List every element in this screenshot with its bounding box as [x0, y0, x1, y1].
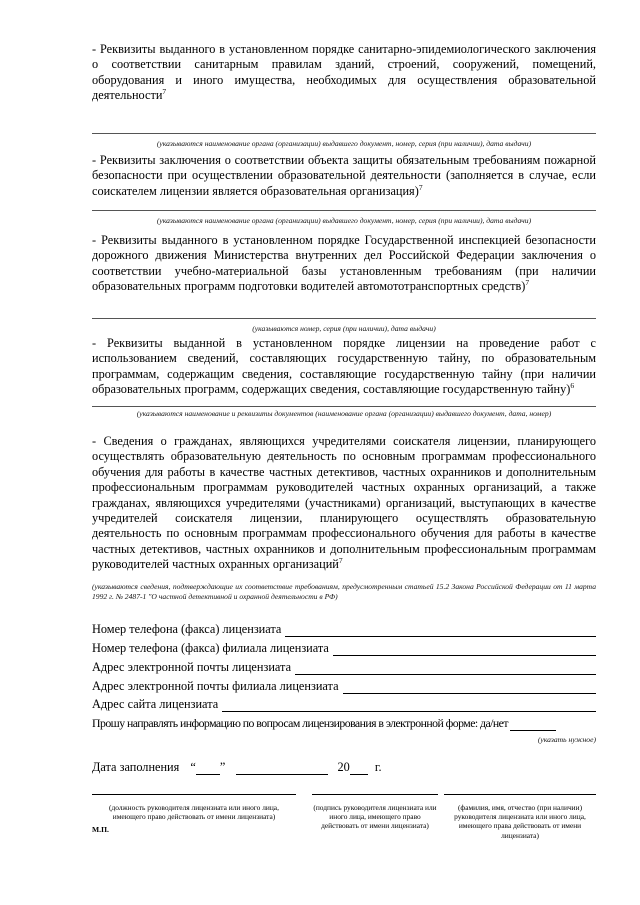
footnote-mark: 7 — [162, 87, 167, 97]
position-line[interactable] — [92, 794, 296, 795]
consent-input[interactable] — [510, 718, 556, 731]
section-founders — [92, 434, 596, 573]
fill-line[interactable] — [92, 406, 596, 407]
year-prefix: 20 — [337, 760, 350, 774]
field-label: Адрес сайта лицензиата — [92, 697, 219, 711]
email-input[interactable] — [295, 662, 596, 675]
phone-input[interactable] — [285, 624, 596, 637]
footnote-mark: 6 — [570, 381, 575, 391]
section-text: - Реквизиты выданного в установленном порядке санитарно-эпидемиологического заключения о соответствии санитарным правилам зданий, строений, сооружений, помещений, оборудования и иного имущества, необходимых для осуществления образовательной деятельности — [92, 42, 596, 103]
signature-line[interactable] — [312, 794, 438, 795]
consent-note: (указать нужное) — [537, 735, 596, 744]
fill-line[interactable] — [92, 133, 596, 134]
section-note: (указываются наименование и реквизиты документов (наименование органа (организации) выдавшего документ, дата, номер) — [136, 409, 552, 418]
signature-caption: (подпись руководителя лицензиата или иного лица, имеющего право действовать от имени лицензиата) — [313, 803, 437, 831]
branch-phone-input[interactable] — [333, 643, 596, 656]
date-label: Дата заполнения — [92, 760, 180, 774]
month-input[interactable] — [236, 762, 328, 775]
close-quote: ” — [219, 760, 226, 774]
field-label: Адрес электронной почты лицензиата — [92, 660, 292, 674]
phone-field — [92, 622, 596, 637]
field-label: Адрес электронной почты филиала лицензиата — [92, 679, 339, 693]
year-suffix: г. — [374, 760, 382, 774]
footnote-mark: 7 — [338, 556, 343, 566]
section-text: - Сведения о гражданах, являющихся учредителями соискателя лицензии, планирующего осуществлять образовательную деятельность по основным программам профессионального обучения для работы в качестве частных детективов, частных охранников и дополнительным профессиональным программам руководителей частных охранных организаций, а также гражданах, являющихся учредителями (участниками) организаций, выступающих в качестве учредителей соискателя лицензии, планирующего осуществлять образовательную деятельность по основным программам профессионального обучения для работы в качестве частных детективов, частных охранников и дополнительным профессиональным программам руководителей частных охранных организаций — [92, 434, 596, 572]
footnote-mark: 7 — [525, 278, 530, 288]
section-text: - Реквизиты заключения о соответствии объекта защиты обязательным требованиям пожарной безопасности при осуществлении образовательной деятельности (заполняется в случае, если соискателем лицензии является образовательная организация) — [92, 153, 596, 198]
name-caption: (фамилия, имя, отчество (при наличии) руководителя лицензиата или иного лица, имеющего права действовать от имени лицензиата) — [454, 803, 586, 840]
stamp-label: М.П. — [92, 825, 109, 834]
email-field — [92, 660, 596, 675]
section-note: (указываются наименование органа (организации) выдавшего документ, номер, серия (при наличии), дата выдачи) — [156, 216, 532, 225]
footnote-mark: 7 — [418, 182, 423, 192]
section-fire-safety — [92, 153, 596, 199]
name-line[interactable] — [444, 794, 596, 795]
consent-field — [92, 716, 596, 731]
date-row — [92, 760, 596, 775]
website-field — [92, 697, 596, 712]
position-caption: (должность руководителя лицензиата или иного лица, имеющего право действовать от имени лицензиата) — [109, 803, 279, 822]
open-quote: “ — [190, 760, 196, 774]
field-label: Номер телефона (факса) филиала лицензиата — [92, 641, 329, 655]
website-input[interactable] — [222, 699, 596, 712]
fill-line[interactable] — [92, 210, 596, 211]
section-traffic-police — [92, 233, 596, 295]
day-input[interactable] — [196, 762, 220, 775]
section-text: - Реквизиты выданного в установленном порядке Государственной инспекцией безопасности дорожного движения Министерства внутренних дел Российской Федерации заключения о соответствии учебно-материальной базы установленным требованиям (при наличии образовательных программ подготовки водителей автомототранспортных средств) — [92, 233, 596, 294]
section-note: (указываются номер, серия (при наличии), дата выдачи) — [252, 324, 436, 333]
section-note: (указываются сведения, подтверждающие их соответствие требованиям, предусмотренным статьей 15.2 Закона Российской Федерации от 11 марта 1992 г. № 2487-1 "О частной детективной и охранной деятельности в РФ) — [92, 582, 596, 601]
branch-email-input[interactable] — [343, 681, 596, 694]
section-sanitary — [92, 42, 596, 104]
field-label: Прошу направлять информацию по вопросам лицензирования в электронной форме: да/нет — [92, 716, 508, 730]
section-note: (указываются наименование органа (организации) выдавшего документ, номер, серия (при наличии), дата выдачи) — [156, 139, 532, 148]
year-input[interactable] — [350, 762, 368, 775]
section-text: - Реквизиты выданной в установленном порядке лицензии на проведение работ с использованием сведений, составляющих государственную тайну, по образовательным программам, содержащим сведения, составляющие государственную тайну (при наличии образовательных программ, содержащих сведения, составляющие государственную тайну) — [92, 336, 596, 397]
branch-phone-field — [92, 641, 596, 656]
branch-email-field — [92, 679, 596, 694]
fill-line[interactable] — [92, 318, 596, 319]
name-column — [444, 794, 596, 840]
section-state-secret — [92, 336, 596, 398]
field-label: Номер телефона (факса) лицензиата — [92, 622, 282, 636]
signature-column — [312, 794, 438, 831]
position-column — [92, 794, 296, 821]
